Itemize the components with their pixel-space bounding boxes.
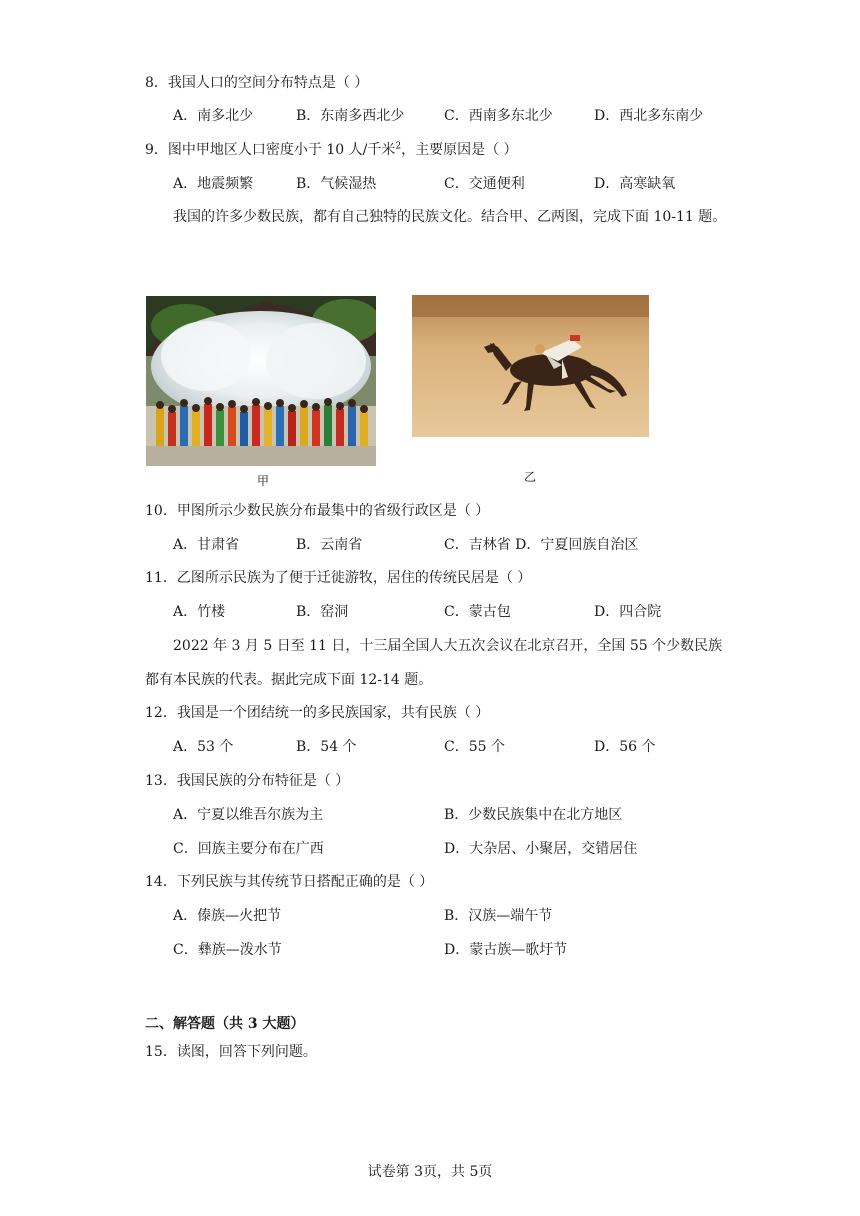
- intro-12-14: 2022 年 3 月 5 日至 11 日，十三届全国人大五次会议在北京召开，全国 55 个少数民族都有本民族的代表。据此完成下面 12-14 题。: [145, 638, 723, 688]
- question-12-stem: 12．我国是一个团结统一的多民族国家，共有民族（ ）: [145, 705, 490, 721]
- question-11-option-a: A．竹楼: [173, 604, 226, 620]
- question-15-stem: 15．读图，回答下列问题。: [145, 1044, 317, 1060]
- intro-10-11: 我国的许多少数民族，都有自己独特的民族文化。结合甲、乙两图，完成下面 10-11 题。: [173, 209, 727, 225]
- figure-jia-caption: 甲: [257, 474, 270, 488]
- question-11-option-b: B．窑洞: [296, 604, 349, 620]
- horse-rider-photo: [412, 295, 649, 437]
- question-10-option-cd: C．吉林省 D．宁夏回族自治区: [444, 537, 639, 553]
- question-13-option-a: A．宁夏以维吾尔族为主: [173, 807, 324, 823]
- question-9-stem: 9．图中甲地区人口密度小于 10 人/千米$^2$，主要原因是（ ）: [145, 141, 518, 158]
- question-10-option-b: B．云南省: [296, 537, 363, 553]
- question-13-option-c: C．回族主要分布在广西: [173, 841, 324, 857]
- question-9-option-d: D．高寒缺氧: [594, 176, 676, 192]
- question-14-option-d: D．蒙古族—歌圩节: [444, 942, 568, 958]
- question-13-stem: 13．我国民族的分布特征是（ ）: [145, 773, 350, 789]
- question-8-option-c: C．西南多东北少: [444, 108, 553, 124]
- question-12-option-d: D．56 个: [594, 739, 656, 755]
- question-14-stem: 14．下列民族与其传统节日搭配正确的是（ ）: [145, 874, 434, 890]
- question-8-stem: 8．我国人口的空间分布特点是（ ）: [145, 75, 369, 91]
- question-12-option-c: C．55 个: [444, 739, 505, 755]
- question-14-option-a: A．傣族—火把节: [173, 908, 282, 924]
- question-12-option-a: A．53 个: [173, 739, 234, 755]
- question-9-option-c: C．交通便利: [444, 176, 525, 192]
- water-festival-photo: [146, 296, 376, 466]
- question-12-option-b: B．54 个: [296, 739, 357, 755]
- question-11-option-c: C．蒙古包: [444, 604, 511, 620]
- question-13-option-d: D．大杂居、小聚居，交错居住: [444, 841, 638, 857]
- question-8-option-b: B．东南多西北少: [296, 108, 405, 124]
- question-9-option-b: B．气候湿热: [296, 176, 377, 192]
- page-footer: 试卷第 3页，共 5页: [367, 1164, 493, 1180]
- question-8-option-d: D．西北多东南少: [594, 108, 704, 124]
- figure-yi-caption: 乙: [524, 470, 537, 484]
- question-10-stem: 10．甲图所示少数民族分布最集中的省级行政区是（ ）: [145, 503, 490, 519]
- question-13-option-b: B．少数民族集中在北方地区: [444, 807, 623, 823]
- section-2-title: 二、解答题（共 3 大题）: [145, 1016, 305, 1032]
- question-14-option-c: C．彝族—泼水节: [173, 942, 282, 958]
- question-9-option-a: A．地震频繁: [173, 176, 254, 192]
- question-8-option-a: A．南多北少: [173, 108, 254, 124]
- question-14-option-b: B．汉族—端午节: [444, 908, 553, 924]
- question-11-stem: 11．乙图所示民族为了便于迁徙游牧，居住的传统民居是（ ）: [145, 570, 532, 586]
- question-10-option-a: A．甘肃省: [173, 537, 240, 553]
- question-11-option-d: D．四合院: [594, 604, 662, 620]
